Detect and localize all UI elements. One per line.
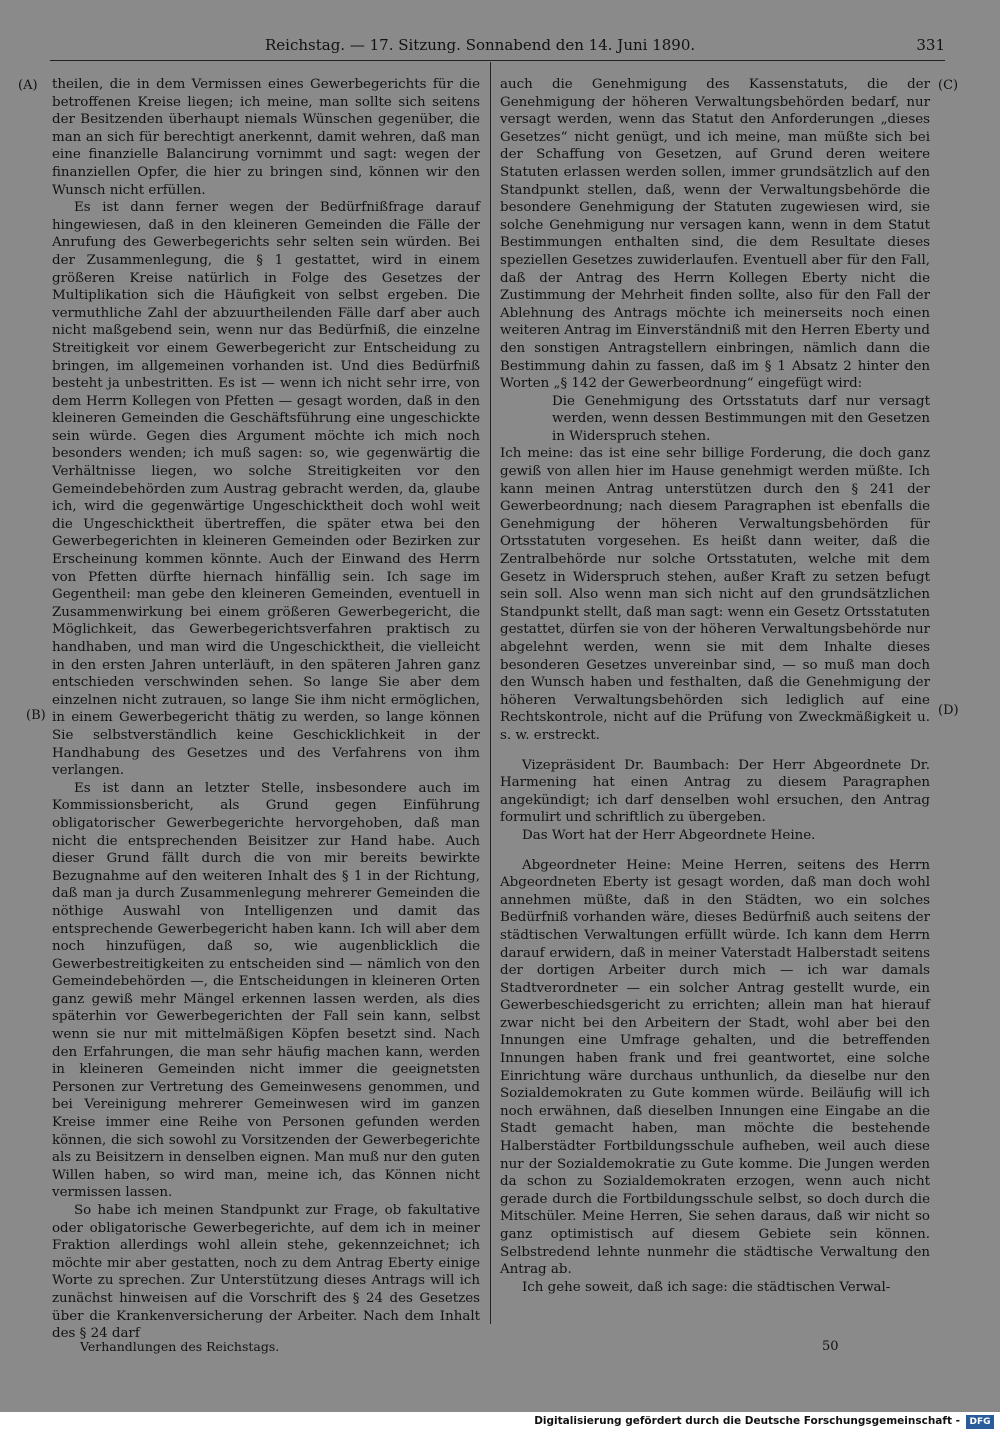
left-column	[52, 76, 480, 1343]
right-column-paragraph: Ich meine: das ist eine sehr billige Forderung, die doch ganz gewiß von allen hier im Hause genehmigt werden müßte. Ich kann meinen Antrag unterstützen durch den § 241 der Gewerbeordnung; nach diesem Paragraphen ist ebenfalls die Genehmigung der höheren Verwaltungsbehörden für Ortsstatuten vorgesehen. Es heißt dann weiter, daß die Zentralbehörde nur solche Ortsstatuten, welche mit dem Gesetz in Widerspruch stehen, außer Kraft zu setzen befugt sein soll. Also wenn man sich nicht auf den grundsätzlichen Standpunkt stellt, daß man sagt: wenn ein Gesetz Ortsstatuten gestattet, dürfen sie von der höheren Verwaltungsbehörde nur abgelehnt werden, wenn sie mit dem Inhalte dieses besonderen Gesetzes unvereinbar sind, — so muß man doch den Wunsch haben und festhalten, daß die Genehmigung der höheren Verwaltungsbehörden sich lediglich auf eine Rechtskontrole, nicht auf die Prüfung von Zweckmäßigkeit u. s. w. erstreckt.	[500, 446, 930, 743]
margin-mark-a: (A)	[18, 78, 38, 93]
margin-mark-c: (C)	[938, 78, 959, 93]
right-column-paragraph: Das Wort hat der Herr Abgeordnete Heine.	[522, 827, 816, 843]
page-number: 331	[916, 36, 945, 54]
right-column	[500, 76, 930, 1296]
signature-mark: 50	[822, 1339, 839, 1354]
right-column-paragraph: Abgeordneter Heine: Meine Herren, seitens des Herrn Abgeordneten Eberty ist gesagt worden, daß man doch wohl annehmen müßte, daß in den Städten, wo ein solches Bedürfniß vorhanden wäre, dieses Bedürfniß auch seitens der städtischen Verwaltungen erfüllt würde. Ich kann dem Herrn darauf erwidern, daß in meiner Vaterstadt Halberstadt seitens der dortigen Arbeiter durch mich — ich war damals Stadtverordneter — ein solcher Antrag gestellt wurde, ein Gewerbeschiedsgericht zu errichten; allein man hat hierauf zwar nicht bei den Arbeitern der Stadt, wohl aber bei den Innungen eine Umfrage gehalten, und die betreffenden Innungen haben frank und frei geantwortet, eine solche Einrichtung wäre durchaus unthunlich, da dieselbe nur den Sozialdemokraten zu Gute kommen würde. Beiläufig will ich noch erwähnen, daß dieselben Innungen eine Eingabe an die Stadt gemacht haben, man möchte die bestehende Halberstädter Fortbildungsschule aufheben, weil auch diese nur der Sozialdemokratie zu Gute komme. Die Jungen werden da schon zu Sozialdemokraten erzogen, wenn auch nicht gerade durch die Fortbildungsschule selbst, so doch durch die Mitschüler. Meine Herren, Sie sehen daraus, daß wir nicht so ganz optimistisch auf diesem Gebiete sein können. Selbstredend lehnte nunmehr die städtische Verwaltung den Antrag ab.	[500, 857, 930, 1278]
left-column-paragraph: Es ist dann an letzter Stelle, insbesondere auch im Kommissionsbericht, als Grund gegen Einführung obligatorischer Gewerbegerichte hervorgehoben, daß man nicht die entsprechenden Beisitzer zur Hand habe. Auch dieser Grund fällt durch die von mir bereits bewirkte Bezugnahme auf den weiteren Inhalt des § 1 in der Richtung, daß man ja durch Zusammenlegung mehrerer Gemeinden die nöthige Auswahl von Intelligenzen und damit das entsprechende Gewerbegericht haben kann. Ich will aber dem noch hinzufügen, daß so, wie augenblicklich die Gewerbestreitigkeiten zu entscheiden sind — nämlich von den Gemeindebehörden —, die Entscheidungen in kleineren Orten ganz gewiß mehr Mängel erkennen lassen werden, als dies späterhin vor Gewerbegerichten der Fall sein kann, selbst wenn sie nur mit mittelmäßigen Köpfen besetzt sind. Nach den Erfahrungen, die man sehr häufig machen kann, werden in kleineren Gemeinden nicht immer die geeignetsten Personen zur Vertretung des Gemeinwesens genommen, und bei Vereinigung mehrerer Gemeinwesen wird im ganzen Kreise immer eine Reihe von Personen gefunden werden können, die sich sowohl zu Vorsitzenden der Gewerbegerichte als zu Beisitzern in denselben eignen. Man muß nur den guten Willen haben, so wird man, meine ich, das Können nicht vermissen lassen.	[52, 780, 480, 1201]
digitization-bar	[0, 1412, 1000, 1432]
header-rule	[50, 60, 945, 61]
margin-mark-b: (B)	[26, 708, 46, 723]
left-column-paragraph: theilen, die in dem Vermissen eines Gewerbegerichts für die betroffenen Kreise liegen; ich meine, man sollte sich seitens der Besitzenden überhaupt niemals Wünschen gegenüber, die man an sich für berechtigt anerkennt, damit wehren, daß man eine finanzielle Balancirung vornimmt und sagt: wegen der finanziellen Opfer, die hier zu bringen sind, können wir den Wunsch nicht erfüllen.	[52, 77, 480, 198]
right-column-paragraph: Vizepräsident Dr. Baumbach: Der Herr Abgeordnete Dr. Harmening hat einen Antrag zu diesem Paragraphen angekündigt; ich darf denselben wohl ersuchen, den Antrag formulirt und schriftlich zu übergeben.	[500, 757, 930, 826]
right-column-paragraph: Ich gehe soweit, daß ich sage: die städtischen Verwal-	[522, 1279, 891, 1295]
paragraph-spacer	[500, 845, 930, 857]
footer-note: Verhandlungen des Reichstags.	[80, 1339, 280, 1354]
paragraph-spacer	[500, 745, 930, 757]
margin-mark-d: (D)	[938, 703, 959, 718]
left-column-paragraph: Es ist dann ferner wegen der Bedürfnißfrage darauf hingewiesen, daß in den kleineren Gemeinden die Fälle der Anrufung des Gewerbegerichts sehr selten sein würden. Bei der Zusammenlegung, die § 1 gestattet, wird in einem größeren Kreise natürlich in Folge des Gesetzes der Multiplikation sich die Häufigkeit von selbst ergeben. Die vermuthliche Zahl der abzuurtheilenden Fälle darf aber auch nicht maßgebend sein, wenn nur das Bedürfniß, die einzelne Streitigkeit vor einem Gewerbegericht zur Entscheidung zu bringen, im allgemeinen vorhanden ist. Und dies Bedürfniß besteht ja unbestritten. Es ist — wenn ich nicht sehr irre, von dem Herrn Kollegen von Pfetten — gesagt worden, daß in den kleineren Gemeinden die Geschäftsführung eine ungeschickte sein würde. Gegen dies Argument möchte ich mich noch besonders wenden; ich muß sagen: so, wie gegenwärtig die Verhältnisse liegen, wo solche Streitigkeiten vor den Gemeindebehörden zum Austrag gebracht werden, da, glaube ich, wird die gegenwärtige Ungeschicktheit doch wohl weit die Ungeschicktheit übertreffen, die später etwa bei den Gewerbegerichten in kleineren Gemeinden oder Bezirken zur Erscheinung kommen könnte. Auch der Einwand des Herrn von Pfetten dürfte hiernach hinfällig sein. Ich sage im Gegentheil: man gebe den kleineren Gemeinden, eventuell in Zusammenwirkung bei einem größeren Gewerbegericht, die Möglichkeit, das Gewerbegerichtsverfahren praktisch zu handhaben, und man wird die Ungeschicktheit, die vielleicht in den ersten Jahren unterläuft, in den späteren Jahren ganz entschieden verschwinden sehen. So lange Sie aber dem einzelnen nicht zutrauen, so lange Sie ihm nicht ermöglichen, in einem Gewerbegericht thätig zu werden, so lange können Sie selbstverständlich keine Geschicklichkeit in der Handhabung des Gesetzes und des Verfahrens von ihm verlangen.	[52, 200, 480, 779]
header-title: Reichstag. — 17. Sitzung. Sonnabend den 14. Juni 1890.	[265, 36, 696, 54]
dfg-logo: DFG	[966, 1415, 994, 1429]
running-header	[50, 34, 945, 56]
right-column-paragraph: auch die Genehmigung des Kassenstatuts, die der Genehmigung der höheren Verwaltungsbehörden bedarf, nur versagt werden, wenn das Statut den Anforderungen „dieses Gesetzes“ nicht genügt, und ich meine, man müßte sich bei der Schaffung von Gesetzen, auf Grund deren weitere Statuten erlassen werden sollen, immer grundsätzlich auf den Standpunkt stellen, daß, wenn der Verwaltungsbehörde die besondere Genehmigung der Statuten zugewiesen wird, sie solche Genehmigung nur versagen kann, wenn in dem Statut Bestimmungen enthalten sind, die dem Resultate dieses speziellen Gesetzes zuwiderlaufen. Eventuell aber für den Fall, daß der Antrag des Herrn Kollegen Eberty nicht die Zustimmung der Mehrheit finden sollte, also für den Fall der Ablehnung des Antrags möchte ich meinerseits noch einen weiteren Antrag im Einverständniß mit den Herren Eberty und den sonstigen Antragstellern einbringen, nämlich dann die Bestimmung dahin zu fassen, daß im § 1 Absatz 2 hinter den Worten „§ 142 der Gewerbeordnung“ eingefügt wird:	[500, 77, 930, 392]
digitization-credit: Digitalisierung gefördert durch die Deutsche Forschungsgemeinschaft -	[534, 1415, 960, 1427]
right-column-paragraph: Die Genehmigung des Ortsstatuts darf nur versagt werden, wenn dessen Bestimmungen mit den Gesetzen in Widerspruch stehen.	[552, 393, 930, 444]
left-column-paragraph: So habe ich meinen Standpunkt zur Frage, ob fakultative oder obligatorische Gewerbegerichte, auf dem ich in meiner Fraktion allerdings wohl allein stehe, gekennzeichnet; ich möchte mir aber gestatten, noch zu dem Antrag Eberty einige Worte zu sprechen. Zur Unterstützung dieses Antrags will ich zunächst hinweisen auf die Vorschrift des § 24 des Gesetzes über die Krankenversicherung der Arbeiter. Nach dem Inhalt des § 24 darf	[52, 1203, 480, 1342]
column-divider	[490, 62, 491, 1324]
